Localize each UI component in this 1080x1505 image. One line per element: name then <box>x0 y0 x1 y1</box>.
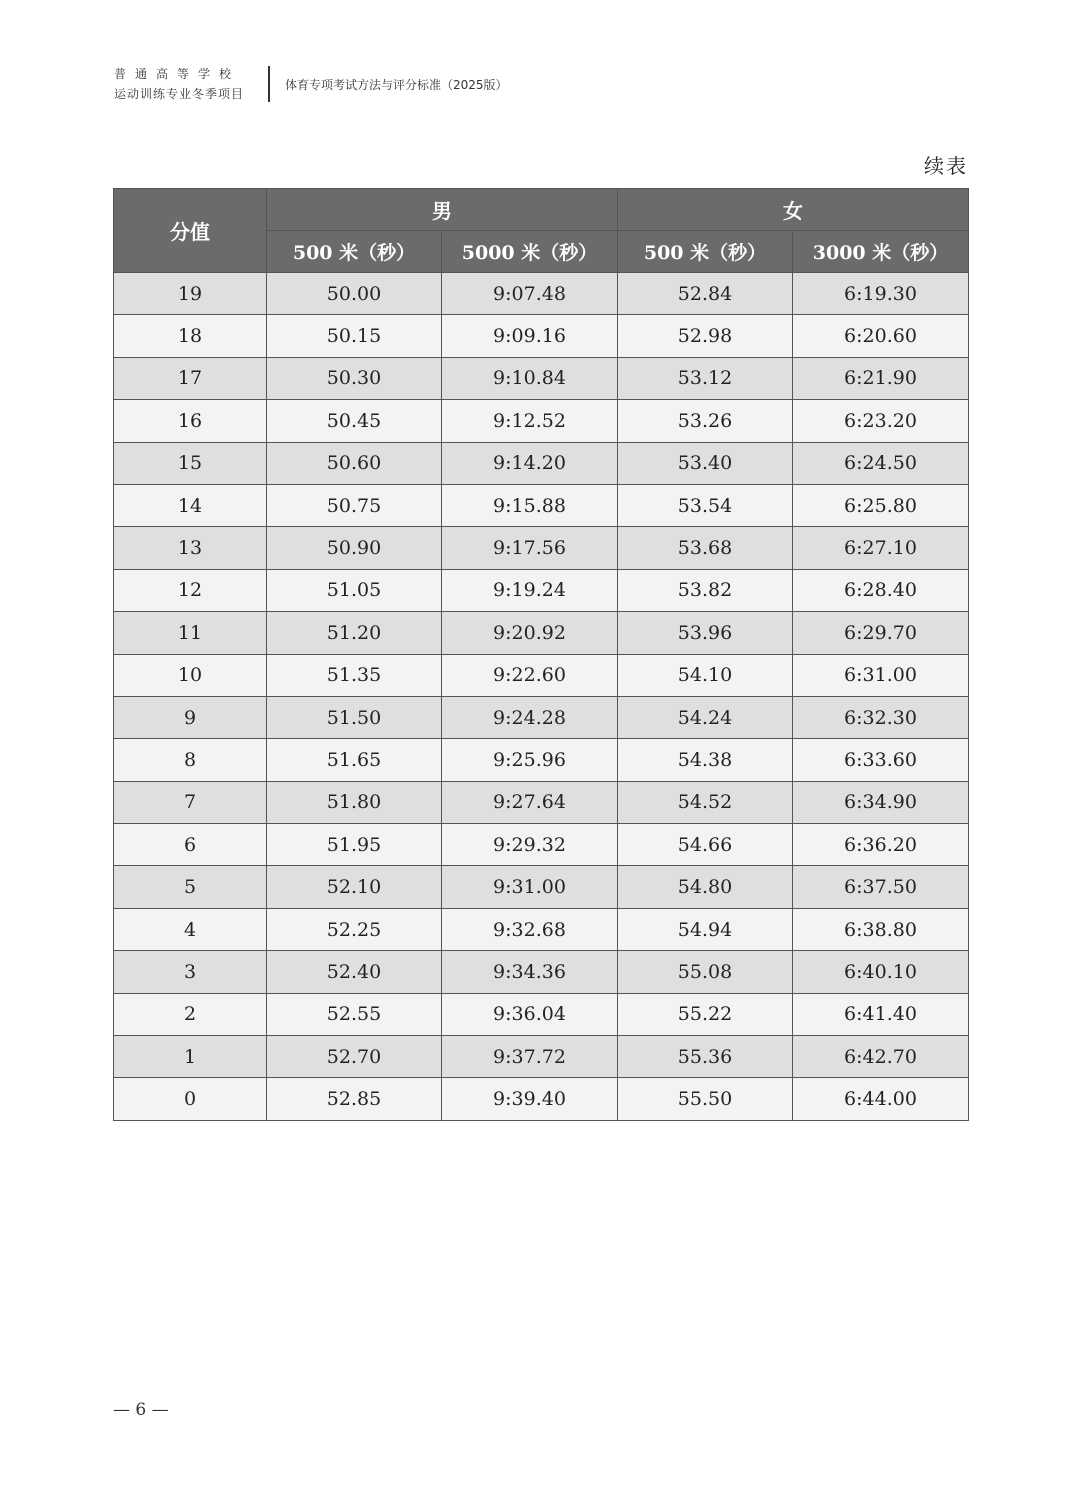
table-row <box>114 612 969 654</box>
male-500m-cell: 50.00 <box>267 273 442 315</box>
male-500m-cell: 50.90 <box>267 527 442 569</box>
male-5000m-cell: 9:24.28 <box>442 696 618 738</box>
table-row <box>114 527 969 569</box>
male-500m-cell: 52.55 <box>267 993 442 1035</box>
female-500m-cell: 53.26 <box>618 400 793 442</box>
female-3000m-cell: 6:20.60 <box>793 315 969 357</box>
table-row <box>114 484 969 526</box>
table-row <box>114 1036 969 1078</box>
table-row <box>114 273 969 315</box>
score-cell: 10 <box>114 654 267 696</box>
female-500m-cell: 54.80 <box>618 866 793 908</box>
score-cell: 5 <box>114 866 267 908</box>
continued-table-label: 续表 <box>924 154 968 178</box>
score-cell: 11 <box>114 612 267 654</box>
male-500m-cell: 52.10 <box>267 866 442 908</box>
score-table-body <box>114 273 969 1121</box>
score-cell: 18 <box>114 315 267 357</box>
female-500m-cell: 54.94 <box>618 908 793 950</box>
male-500m-cell: 52.25 <box>267 908 442 950</box>
score-cell: 7 <box>114 781 267 823</box>
header-school-line: 普通高等学校 <box>114 67 241 81</box>
female-500m-cell: 55.50 <box>618 1078 793 1120</box>
female-3000m-header: 3000 米（秒） <box>793 231 969 273</box>
male-5000m-cell: 9:37.72 <box>442 1036 618 1078</box>
running-header-left <box>114 64 256 104</box>
male-5000m-cell: 9:09.16 <box>442 315 618 357</box>
female-3000m-cell: 6:32.30 <box>793 696 969 738</box>
male-5000m-cell: 9:39.40 <box>442 1078 618 1120</box>
male-5000m-cell: 9:15.88 <box>442 484 618 526</box>
score-cell: 8 <box>114 739 267 781</box>
score-cell: 9 <box>114 696 267 738</box>
table-row <box>114 442 969 484</box>
female-3000m-cell: 6:27.10 <box>793 527 969 569</box>
male-5000m-cell: 9:20.92 <box>442 612 618 654</box>
male-5000m-cell: 9:36.04 <box>442 993 618 1035</box>
female-3000m-cell: 6:29.70 <box>793 612 969 654</box>
male-500m-cell: 52.85 <box>267 1078 442 1120</box>
female-500m-cell: 53.68 <box>618 527 793 569</box>
female-3000m-cell: 6:33.60 <box>793 739 969 781</box>
score-cell: 19 <box>114 273 267 315</box>
score-cell: 13 <box>114 527 267 569</box>
male-500m-cell: 50.60 <box>267 442 442 484</box>
score-cell: 16 <box>114 400 267 442</box>
female-3000m-cell: 6:38.80 <box>793 908 969 950</box>
table-row <box>114 315 969 357</box>
female-500m-cell: 54.52 <box>618 781 793 823</box>
male-500m-cell: 51.50 <box>267 696 442 738</box>
male-500m-cell: 51.20 <box>267 612 442 654</box>
female-3000m-cell: 6:28.40 <box>793 569 969 611</box>
male-5000m-cell: 9:10.84 <box>442 357 618 399</box>
female-500m-cell: 55.08 <box>618 951 793 993</box>
female-500m-cell: 53.54 <box>618 484 793 526</box>
female-500m-cell: 52.84 <box>618 273 793 315</box>
male-500m-header: 500 米（秒） <box>267 231 442 273</box>
score-cell: 12 <box>114 569 267 611</box>
female-500m-cell: 52.98 <box>618 315 793 357</box>
table-row <box>114 569 969 611</box>
male-500m-cell: 51.80 <box>267 781 442 823</box>
female-3000m-cell: 6:37.50 <box>793 866 969 908</box>
header-row-groups <box>114 189 969 231</box>
male-500m-cell: 50.75 <box>267 484 442 526</box>
male-500m-cell: 51.95 <box>267 824 442 866</box>
table-row <box>114 739 969 781</box>
male-5000m-cell: 9:25.96 <box>442 739 618 781</box>
male-5000m-cell: 9:29.32 <box>442 824 618 866</box>
female-3000m-cell: 6:21.90 <box>793 357 969 399</box>
score-cell: 1 <box>114 1036 267 1078</box>
female-3000m-cell: 6:31.00 <box>793 654 969 696</box>
page-number: — 6 — <box>113 1400 169 1420</box>
female-500m-cell: 55.36 <box>618 1036 793 1078</box>
female-3000m-cell: 6:19.30 <box>793 273 969 315</box>
male-500m-cell: 51.65 <box>267 739 442 781</box>
header-divider <box>268 66 270 102</box>
male-5000m-cell: 9:17.56 <box>442 527 618 569</box>
female-500m-cell: 53.82 <box>618 569 793 611</box>
female-3000m-cell: 6:25.80 <box>793 484 969 526</box>
running-header-title: 体育专项考试方法与评分标准（2025版） <box>285 78 508 92</box>
male-5000m-cell: 9:31.00 <box>442 866 618 908</box>
female-500m-header: 500 米（秒） <box>618 231 793 273</box>
female-500m-cell: 54.10 <box>618 654 793 696</box>
female-3000m-cell: 6:24.50 <box>793 442 969 484</box>
male-500m-cell: 51.05 <box>267 569 442 611</box>
male-5000m-cell: 9:12.52 <box>442 400 618 442</box>
male-5000m-cell: 9:19.24 <box>442 569 618 611</box>
male-5000m-cell: 9:14.20 <box>442 442 618 484</box>
score-cell: 6 <box>114 824 267 866</box>
female-3000m-cell: 6:34.90 <box>793 781 969 823</box>
table-row <box>114 400 969 442</box>
score-cell: 3 <box>114 951 267 993</box>
table-row <box>114 824 969 866</box>
male-500m-cell: 52.70 <box>267 1036 442 1078</box>
score-cell: 4 <box>114 908 267 950</box>
female-500m-cell: 54.24 <box>618 696 793 738</box>
male-500m-cell: 50.30 <box>267 357 442 399</box>
score-cell: 17 <box>114 357 267 399</box>
male-group-header: 男 <box>267 189 618 231</box>
table-row <box>114 866 969 908</box>
female-500m-cell: 54.66 <box>618 824 793 866</box>
female-3000m-cell: 6:36.20 <box>793 824 969 866</box>
female-3000m-cell: 6:41.40 <box>793 993 969 1035</box>
male-500m-cell: 50.45 <box>267 400 442 442</box>
male-5000m-cell: 9:32.68 <box>442 908 618 950</box>
table-row <box>114 951 969 993</box>
table-row <box>114 696 969 738</box>
male-5000m-cell: 9:22.60 <box>442 654 618 696</box>
male-500m-cell: 51.35 <box>267 654 442 696</box>
male-500m-cell: 52.40 <box>267 951 442 993</box>
female-3000m-cell: 6:42.70 <box>793 1036 969 1078</box>
score-cell: 2 <box>114 993 267 1035</box>
table-row <box>114 1078 969 1120</box>
score-cell: 14 <box>114 484 267 526</box>
table-row <box>114 781 969 823</box>
table-row <box>114 908 969 950</box>
score-column-header: 分值 <box>114 189 267 273</box>
score-table <box>113 188 969 1121</box>
table-row <box>114 993 969 1035</box>
female-500m-cell: 54.38 <box>618 739 793 781</box>
female-500m-cell: 55.22 <box>618 993 793 1035</box>
score-cell: 0 <box>114 1078 267 1120</box>
male-5000m-cell: 9:27.64 <box>442 781 618 823</box>
female-3000m-cell: 6:44.00 <box>793 1078 969 1120</box>
male-500m-cell: 50.15 <box>267 315 442 357</box>
female-3000m-cell: 6:23.20 <box>793 400 969 442</box>
female-500m-cell: 53.96 <box>618 612 793 654</box>
score-cell: 15 <box>114 442 267 484</box>
male-5000m-cell: 9:07.48 <box>442 273 618 315</box>
table-row <box>114 654 969 696</box>
male-5000m-cell: 9:34.36 <box>442 951 618 993</box>
female-500m-cell: 53.12 <box>618 357 793 399</box>
female-500m-cell: 53.40 <box>618 442 793 484</box>
male-5000m-header: 5000 米（秒） <box>442 231 618 273</box>
female-group-header: 女 <box>618 189 969 231</box>
header-program-line: 运动训练专业冬季项目 <box>114 87 245 101</box>
female-3000m-cell: 6:40.10 <box>793 951 969 993</box>
table-row <box>114 357 969 399</box>
